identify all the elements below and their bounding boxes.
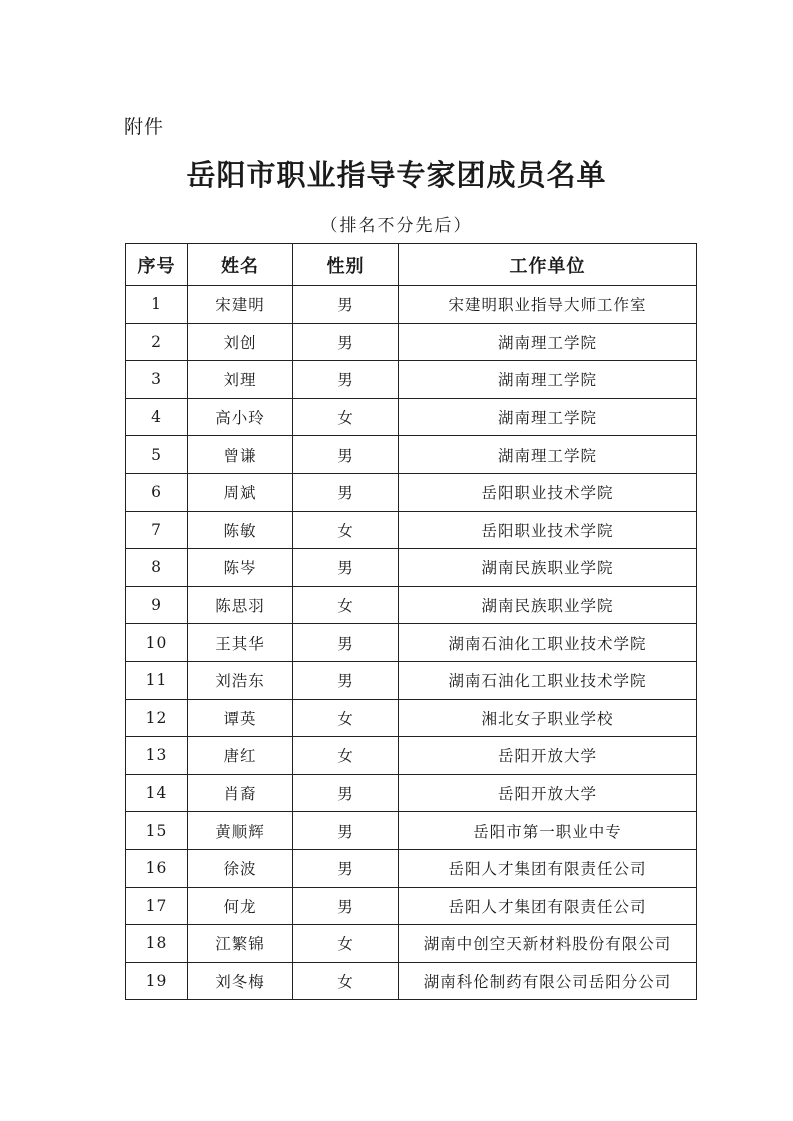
cell-unit: 岳阳职业技术学院	[399, 473, 697, 511]
header-name: 姓名	[188, 244, 293, 286]
cell-index: 4	[126, 398, 188, 436]
cell-gender: 男	[293, 323, 399, 361]
table-row	[126, 925, 697, 963]
table-body	[126, 286, 697, 1000]
table-row	[126, 737, 697, 775]
cell-name: 陈岑	[188, 549, 293, 587]
cell-name: 宋建明	[188, 286, 293, 324]
cell-gender: 女	[293, 737, 399, 775]
cell-name: 肖裔	[188, 774, 293, 812]
cell-gender: 男	[293, 473, 399, 511]
cell-unit: 湖南科伦制药有限公司岳阳分公司	[399, 962, 697, 1000]
cell-name: 谭英	[188, 699, 293, 737]
cell-index: 18	[126, 925, 188, 963]
table-row	[126, 473, 697, 511]
table-row	[126, 286, 697, 324]
cell-name: 周斌	[188, 473, 293, 511]
cell-unit: 湖南理工学院	[399, 323, 697, 361]
cell-gender: 女	[293, 962, 399, 1000]
cell-unit: 湖南理工学院	[399, 361, 697, 399]
cell-gender: 男	[293, 661, 399, 699]
cell-name: 刘理	[188, 361, 293, 399]
cell-gender: 男	[293, 849, 399, 887]
table-row	[126, 774, 697, 812]
cell-name: 陈敏	[188, 511, 293, 549]
cell-name: 高小玲	[188, 398, 293, 436]
table-row	[126, 661, 697, 699]
cell-unit: 岳阳开放大学	[399, 774, 697, 812]
cell-name: 徐波	[188, 849, 293, 887]
cell-index: 8	[126, 549, 188, 587]
cell-gender: 女	[293, 398, 399, 436]
cell-gender: 男	[293, 286, 399, 324]
table-row	[126, 549, 697, 587]
cell-gender: 女	[293, 925, 399, 963]
cell-gender: 女	[293, 586, 399, 624]
cell-index: 6	[126, 473, 188, 511]
table-row	[126, 887, 697, 925]
attachment-label: 附件	[124, 116, 165, 138]
table-row	[126, 812, 697, 850]
cell-name: 唐红	[188, 737, 293, 775]
cell-gender: 男	[293, 549, 399, 587]
cell-unit: 湘北女子职业学校	[399, 699, 697, 737]
member-table	[125, 243, 697, 1000]
cell-gender: 男	[293, 812, 399, 850]
cell-index: 10	[126, 624, 188, 662]
cell-unit: 岳阳人才集团有限责任公司	[399, 887, 697, 925]
cell-index: 15	[126, 812, 188, 850]
table-row	[126, 398, 697, 436]
cell-gender: 男	[293, 624, 399, 662]
table-row	[126, 624, 697, 662]
cell-name: 王其华	[188, 624, 293, 662]
table-row	[126, 962, 697, 1000]
cell-index: 19	[126, 962, 188, 1000]
cell-unit: 岳阳职业技术学院	[399, 511, 697, 549]
cell-index: 2	[126, 323, 188, 361]
cell-gender: 女	[293, 511, 399, 549]
cell-gender: 女	[293, 699, 399, 737]
cell-unit: 湖南中创空天新材料股份有限公司	[399, 925, 697, 963]
cell-name: 曾谦	[188, 436, 293, 474]
cell-index: 14	[126, 774, 188, 812]
header-index: 序号	[126, 244, 188, 286]
table-row	[126, 511, 697, 549]
cell-gender: 男	[293, 361, 399, 399]
table-row	[126, 849, 697, 887]
cell-index: 13	[126, 737, 188, 775]
cell-unit: 岳阳市第一职业中专	[399, 812, 697, 850]
cell-unit: 岳阳开放大学	[399, 737, 697, 775]
cell-unit: 湖南理工学院	[399, 398, 697, 436]
cell-unit: 湖南石油化工职业技术学院	[399, 624, 697, 662]
cell-index: 12	[126, 699, 188, 737]
cell-name: 何龙	[188, 887, 293, 925]
table-row	[126, 361, 697, 399]
cell-unit: 岳阳人才集团有限责任公司	[399, 849, 697, 887]
cell-gender: 男	[293, 887, 399, 925]
cell-index: 1	[126, 286, 188, 324]
cell-index: 9	[126, 586, 188, 624]
cell-unit: 湖南石油化工职业技术学院	[399, 661, 697, 699]
table-row	[126, 323, 697, 361]
cell-gender: 男	[293, 436, 399, 474]
cell-name: 刘浩东	[188, 661, 293, 699]
table-header-row	[126, 244, 697, 286]
cell-name: 陈思羽	[188, 586, 293, 624]
cell-unit: 湖南民族职业学院	[399, 586, 697, 624]
cell-index: 3	[126, 361, 188, 399]
cell-unit: 湖南民族职业学院	[399, 549, 697, 587]
table-row	[126, 699, 697, 737]
page-title: 岳阳市职业指导专家团成员名单	[186, 158, 607, 192]
cell-index: 17	[126, 887, 188, 925]
cell-index: 16	[126, 849, 188, 887]
cell-gender: 男	[293, 774, 399, 812]
table-row	[126, 436, 697, 474]
cell-index: 5	[126, 436, 188, 474]
cell-index: 11	[126, 661, 188, 699]
header-gender: 性别	[293, 244, 399, 286]
cell-name: 江繁锦	[188, 925, 293, 963]
header-unit: 工作单位	[399, 244, 697, 286]
cell-name: 黄顺辉	[188, 812, 293, 850]
page-subtitle: （排名不分先后）	[320, 216, 473, 236]
cell-name: 刘冬梅	[188, 962, 293, 1000]
cell-name: 刘创	[188, 323, 293, 361]
table-row	[126, 586, 697, 624]
cell-unit: 宋建明职业指导大师工作室	[399, 286, 697, 324]
cell-unit: 湖南理工学院	[399, 436, 697, 474]
cell-index: 7	[126, 511, 188, 549]
